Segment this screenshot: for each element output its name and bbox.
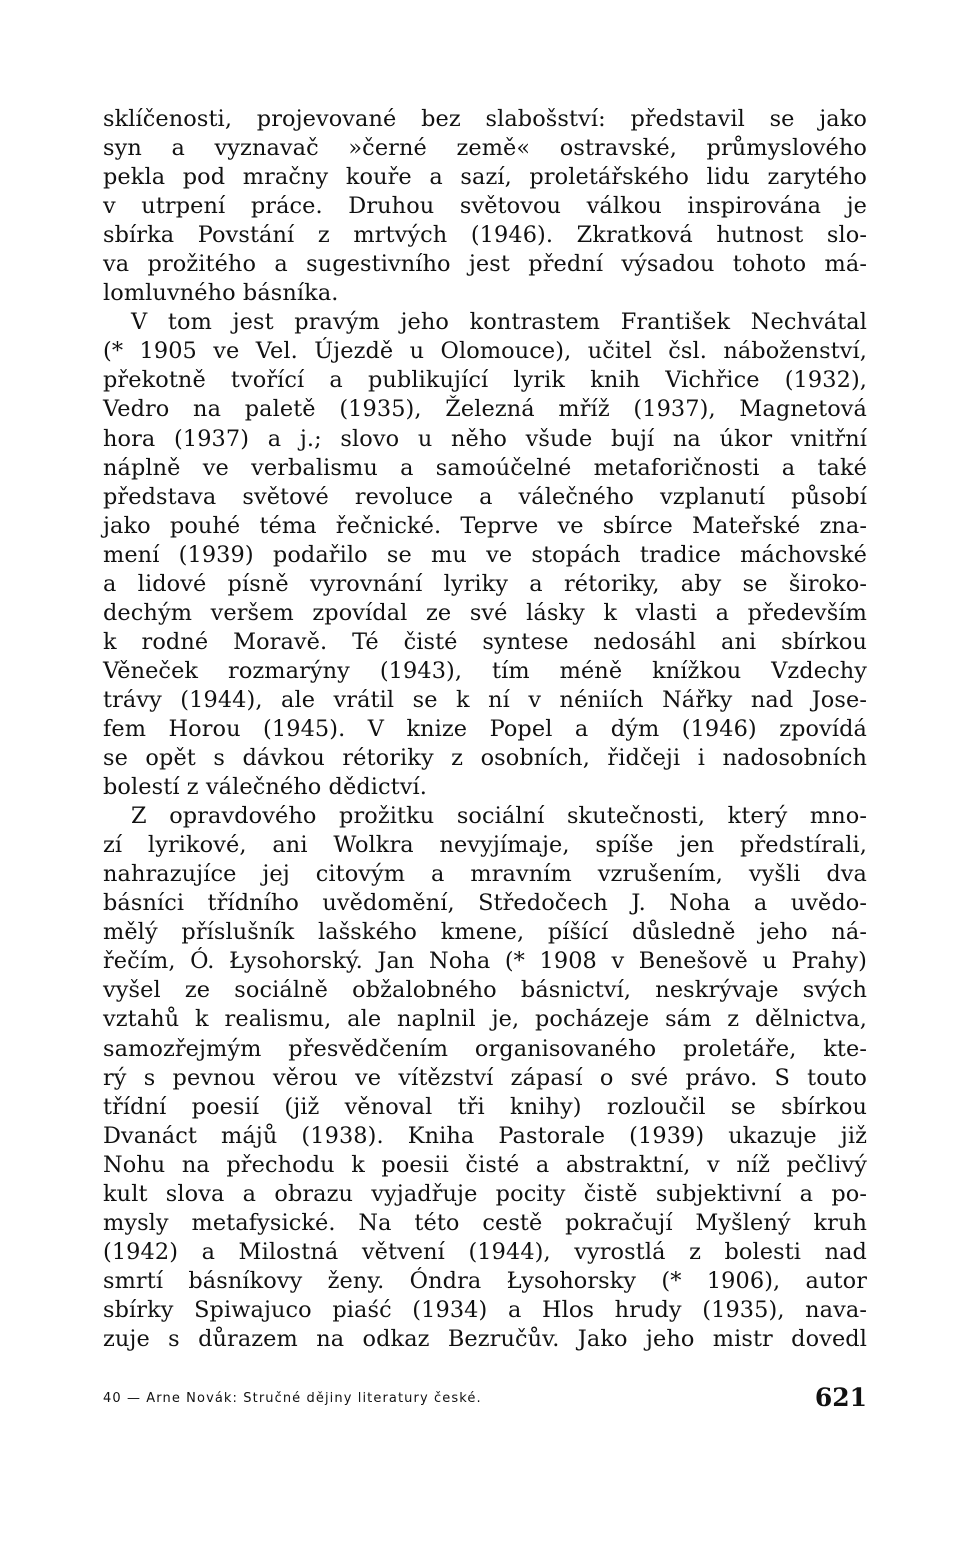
text-line: Dvanáct májů (1938). Kniha Pastorale (1939) ukazuje již [103,1122,867,1149]
text-line: (* 1905 ve Vel. Újezdě u Olomouce), učitel čsl. náboženství, [103,338,867,365]
text-line: mělý příslušník lašského kmene, píšící důsledně jeho ná- [103,919,867,946]
text-line: dechým veršem zpovídal ze své lásky k vlasti a především [103,599,867,626]
text-line: nahrazujíce jej citovým a mravním vzrušením, vyšli dva [103,861,867,888]
text-line: kult slova a obrazu vyjadřuje pocity čistě subjektivní a po- [103,1180,867,1207]
text-line: lomluvného básníka. [103,280,339,307]
text-line: Vedro na paletě (1935), Železná mříž (1937), Magnetová [103,396,867,423]
text-line: Věneček rozmarýny (1943), tím méně knížkou Vzdechy [103,657,867,684]
text-line: rý s pevnou věrou ve vítězství zápasí o své právo. S touto [103,1064,867,1091]
text-line: mení (1939) podařilo se mu ve stopách tradice máchovské [103,541,867,568]
text-line: básníci třídního uvědomění, Středočech J. Noha a uvědo- [103,890,867,917]
text-line: syn a vyznavač »černé země« ostravské, průmyslového [103,135,867,162]
body-text [103,105,867,1354]
text-line: řečím, Ó. Łysohorský. Jan Noha (* 1908 v Benešově u Prahy) [103,948,867,975]
page-footer [103,1383,867,1417]
text-line: jako pouhé téma řečnické. Teprve ve sbírce Mateřské zna- [103,512,867,539]
text-line: mysly metafysické. Na této cestě pokračují Myšlený kruh [103,1209,867,1236]
text-line: sbírky Spiwajuco piaść (1934) a Hlos hrudy (1935), nava- [103,1296,867,1323]
text-line: smrtí básníkovy ženy. Óndra Łysohorsky (* 1906), autor [103,1267,867,1294]
text-line: V tom jest pravým jeho kontrastem František Nechvátal [131,309,867,336]
text-line: fem Horou (1945). V knize Popel a dým (1946) zpovídá [103,715,867,742]
text-line: překotně tvořící a publikující lyrik knih Vichřice (1932), [103,367,867,394]
text-line: samozřejmým přesvědčením organisovaného proletáře, kte- [103,1035,867,1062]
text-line: (1942) a Milostná větvení (1944), vyrostlá z bolesti nad [103,1238,867,1265]
text-line: se opět s dávkou rétoriky z osobních, řidčeji i nadosobních [103,745,867,772]
text-line: sklíčenosti, projevované bez slabošství: představil se jako [103,106,867,132]
text-line: k rodné Moravě. Té čisté syntese nedosáhl ani sbírkou [103,628,867,655]
text-line: vyšel ze sociálně obžalobného básnictví, neskrývaje svých [103,977,867,1004]
page-number: 621 [814,1383,867,1412]
text-line: v utrpení práce. Druhou světovou válkou inspirována je [103,193,867,220]
text-line: třídní poesií (již věnoval tři knihy) rozloučil se sbírkou [103,1093,867,1120]
text-line: trávy (1944), ale vrátil se k ní v néniích Nářky nad Jose- [103,686,867,713]
text-line: pekla pod mračny kouře a sazí, proletářského lidu zarytého [103,164,867,191]
text-line: náplně ve verbalismu a samoúčelné metaforičnosti a také [103,454,867,481]
text-line: zí lyrikové, ani Wolkra nevyjímaje, spíše jen předstírali, [103,832,867,859]
text-line: hora (1937) a j.; slovo u něho všude bují na úkor vnitřní [103,425,867,452]
signature-line: 40 — Arne Novák: Stručné dějiny literatury české. [103,1391,482,1406]
text-line: Z opravdového prožitku sociální skutečnosti, který mno- [131,803,867,830]
text-line: bolestí z válečného dědictví. [103,774,427,801]
text-line: va prožitého a sugestivního jest přední výsadou tohoto má- [103,251,867,278]
text-line: a lidové písně vyrovnání lyriky a rétoriky, aby se široko- [103,570,867,597]
text-line: vztahů k realismu, ale naplnil je, pocházeje sám z dělnictva, [103,1006,867,1033]
text-line: zuje s důrazem na odkaz Bezručův. Jako jeho mistr dovedl [103,1325,867,1352]
text-line: představa světové revoluce a válečného vzplanutí působí [103,483,867,510]
text-line: Nohu na přechodu k poesii čisté a abstraktní, v níž pečlivý [103,1151,867,1178]
text-line: sbírka Povstání z mrtvých (1946). Zkratková hutnost slo- [103,222,867,249]
